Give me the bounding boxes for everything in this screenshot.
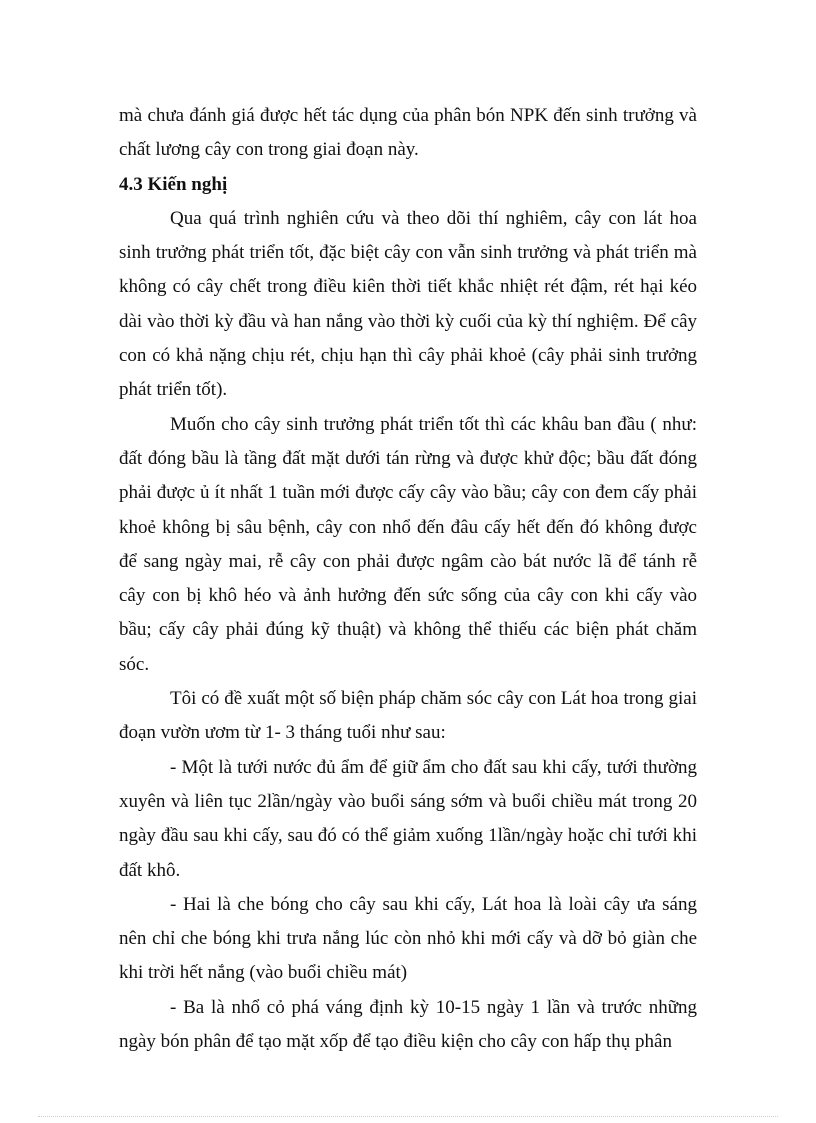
body-text (119, 99, 697, 1059)
paragraph-6: - Ba là nhổ cỏ phá váng định kỳ 10-15 ngày 1 lần và trước những ngày bón phân để tạo mặt xốp để tạo điều kiện cho cây con hấp thụ phân (119, 996, 697, 1053)
page-bottom-divider (38, 1116, 778, 1117)
paragraph-1: Qua quá trình nghiên cứu và theo dõi thí nghiêm, cây con lát hoa sinh trưởng phát triển tốt, đặc biệt cây con vẫn sinh trưởng và phát triển mà không có cây chết trong điều kiên thời tiết khắc nhiệt rét đậm, rét hại kéo dài vào thời kỳ đầu và han nắng vào thời kỳ cuối của kỳ thí nghiệm. Để cây con có khả nặng chịu rét, chịu hạn thì cây phải khoẻ (cây phải sinh trưởng phát triển tốt). (119, 207, 697, 401)
paragraph-5: - Hai là che bóng cho cây sau khi cấy, Lát hoa là loài cây ưa sáng nên chỉ che bóng khi trưa nắng lúc còn nhỏ khi mới cấy và dỡ bỏ giàn che khi trời hết nắng (vào buổi chiều mát) (119, 893, 697, 984)
paragraph-2: Muốn cho cây sinh trưởng phát triển tốt thì các khâu ban đầu ( như: đất đóng bầu là tầng đất mặt dưới tán rừng và được khử độc; bầu đất đóng phải được ủ ít nhất 1 tuần mới được cấy cây vào bầu; cây con đem cấy phải khoẻ không bị sâu bệnh, cây con nhổ đến đâu cấy hết đến đó không được để sang ngày mai, rễ cây con phải được ngâm cào bát nước lã để tánh rễ cây con bị khô héo và ảnh hưởng đến sức sống của cây con khi cấy vào bầu; cấy cây phải đúng kỹ thuật) và không thể thiếu các biện phát chăm sóc. (119, 413, 697, 675)
paragraph-intro: mà chưa đánh giá được hết tác dụng của phân bón NPK đến sinh trưởng và chất lương cây con trong giai đoạn này. (119, 105, 697, 161)
section-heading: 4.3 Kiến nghị (119, 173, 228, 195)
paragraph-3: Tôi có đề xuất một số biện pháp chăm sóc cây con Lát hoa trong giai đoạn vườn ươm từ 1- 3 tháng tuổi như sau: (119, 688, 697, 744)
paragraph-4: - Một là tưới nước đủ ẩm để giữ ẩm cho đất sau khi cấy, tưới thường xuyên và liên tục 2lần/ngày vào buổi sáng sớm và buổi chiều mát trong 20 ngày đầu sau khi cấy, sau đó có thể giảm xuống 1lần/ngày hoặc chỉ tưới khi đất khô. (119, 756, 697, 881)
